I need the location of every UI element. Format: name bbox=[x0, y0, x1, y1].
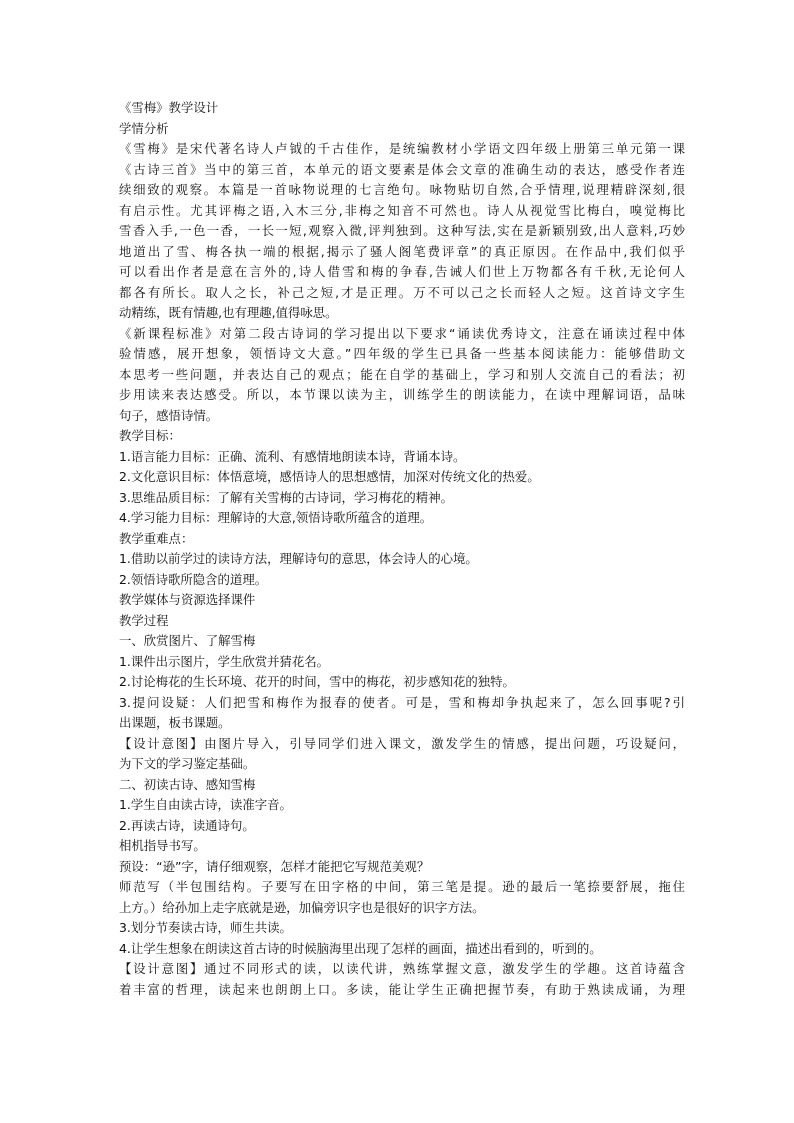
text-line: 雪香入手,一色一香，一长一短,观察入微,评判独到。这种写法,实在是新颖别致,出人意料,巧妙 bbox=[119, 223, 685, 238]
text-line: 可以看出作者是意在言外的,诗人借雪和梅的争春,告诫人们世上万物都各有千秋,无论何人 bbox=[119, 264, 685, 279]
text-line: 教学媒体与资源选择课件 bbox=[119, 592, 256, 607]
text-line: 验情感，展开想象，领悟诗文大意。”四年级的学生已具备一些基本阅读能力：能够借助文 bbox=[119, 346, 685, 361]
text-line: 步用读来表达感受。所以，本节课以读为主，训练学生的朗读能力，在读中理解词语，品味 bbox=[119, 387, 685, 402]
text-line: 2.再读古诗，读通诗句。 bbox=[119, 817, 255, 833]
text-line: 1.学生自由读古诗，读准字音。 bbox=[119, 797, 292, 812]
text-line: 1.语言能力目标：正确、流利、有感情地朗读本诗，背诵本诗。 bbox=[119, 448, 466, 464]
text-line: 一、欣赏图片、了解雪梅 bbox=[119, 633, 256, 648]
text-line: 《雪梅》是宋代著名诗人卢钺的千古佳作，是统编教材小学语文四年级上册第三单元第一课 bbox=[119, 141, 685, 156]
text-line: 句子，感悟诗情。 bbox=[119, 407, 219, 423]
text-line: 地道出了雪、梅各执一端的根据,揭示了骚人阁笔费评章”的真正原因。在作品中,我们似乎 bbox=[119, 243, 685, 259]
text-line: 3.思维品质目标：了解有关雪梅的古诗词，学习梅花的精神。 bbox=[119, 489, 453, 505]
text-line: 教学目标： bbox=[119, 428, 181, 443]
text-line: 《新课程标准》对第二段古诗词的学习提出以下要求“诵读优秀诗文，注意在诵读过程中体 bbox=[119, 325, 685, 341]
text-line: 《古诗三首》当中的第三首，本单元的语文要素是体会文章的准确生动的表达，感受作者连 bbox=[119, 161, 685, 177]
text-line: 学情分析 bbox=[119, 120, 169, 136]
text-line: 教学重难点： bbox=[119, 530, 194, 546]
text-line: 1.课件出示图片，学生欣赏并猜花名。 bbox=[119, 653, 330, 669]
text-line: 本思考一些问题，并表达自己的观点；能在自学的基础上，学习和别人交流自己的看法；初 bbox=[119, 366, 685, 382]
text-line: 师范写（半包围结构。子要写在田字格的中间，第三笔是提。逊的最后一笔捺要舒展，拖住 bbox=[119, 879, 685, 894]
text-line: 教学过程 bbox=[119, 612, 169, 628]
text-line: 2.文化意识目标：体悟意境，感悟诗人的思想感情，加深对传统文化的热爱。 bbox=[119, 469, 540, 484]
text-line: 都各有所长。取人之长，补己之短,才是正理。万不可以己之长而轻人之短。这首诗文字生 bbox=[119, 284, 685, 300]
document-body bbox=[119, 98, 685, 1000]
text-line: 2.讨论梅花的生长环境、花开的时间，雪中的梅花，初步感知花的独特。 bbox=[119, 674, 515, 689]
text-line: 上方。）给孙加上走字底就是逊，加偏旁识字也是很好的识字方法。 bbox=[119, 899, 485, 915]
text-line: 着丰富的哲理，读起来也朗朗上口。多读，能让学生正确把握节奏，有助于熟读成诵，为理 bbox=[119, 981, 685, 997]
text-line: 出课题，板书课题。 bbox=[119, 715, 231, 730]
text-line: 1.借助以前学过的读诗方法，理解诗句的意思，体会诗人的心境。 bbox=[119, 551, 478, 566]
text-line: 4.学习能力目标：理解诗的大意,领悟诗歌所蕴含的道理。 bbox=[119, 510, 433, 525]
text-line: 《雪梅》教学设计 bbox=[119, 100, 219, 115]
text-line: 动精练，既有情趣,也有理趣,值得咏思。 bbox=[119, 305, 338, 320]
text-line: 续细致的观察。本篇是一首咏物说理的七言绝句。咏物贴切自然,合乎情理,说理精辟深刻,很 bbox=[119, 182, 685, 197]
text-line: 【设计意图】通过不同形式的读，以读代讲，熟练掌握文意，激发学生的学趣。这首诗蕴含 bbox=[119, 961, 685, 976]
text-line: 预设：“逊”字，请仔细观察，怎样才能把它写规范美观？ bbox=[119, 858, 430, 874]
text-line: 为下文的学习鉴定基础。 bbox=[119, 756, 256, 771]
text-line: 【设计意图】由图片导入，引导同学们进入课文，激发学生的情感，提出问题，巧设疑问， bbox=[119, 735, 685, 751]
text-line: 有启示性。尤其评梅之语,入木三分,非梅之知音不可然也。诗人从视觉雪比梅白，嗅觉梅比 bbox=[119, 202, 685, 218]
text-line: 3.提问设疑：人们把雪和梅作为报春的使者。可是，雪和梅却争执起来了，怎么回事呢?引 bbox=[119, 694, 685, 710]
text-line: 二、初读古诗、感知雪梅 bbox=[119, 776, 256, 792]
text-line: 4.让学生想象在朗读这首古诗的时候脑海里出现了怎样的画面，描述出看到的，听到的。 bbox=[119, 940, 602, 956]
text-line: 相机指导书写。 bbox=[119, 838, 206, 853]
text-line: 3.划分节奏读古诗，师生共读。 bbox=[119, 920, 292, 935]
text-line: 2.领悟诗歌所隐含的道理。 bbox=[119, 571, 268, 587]
